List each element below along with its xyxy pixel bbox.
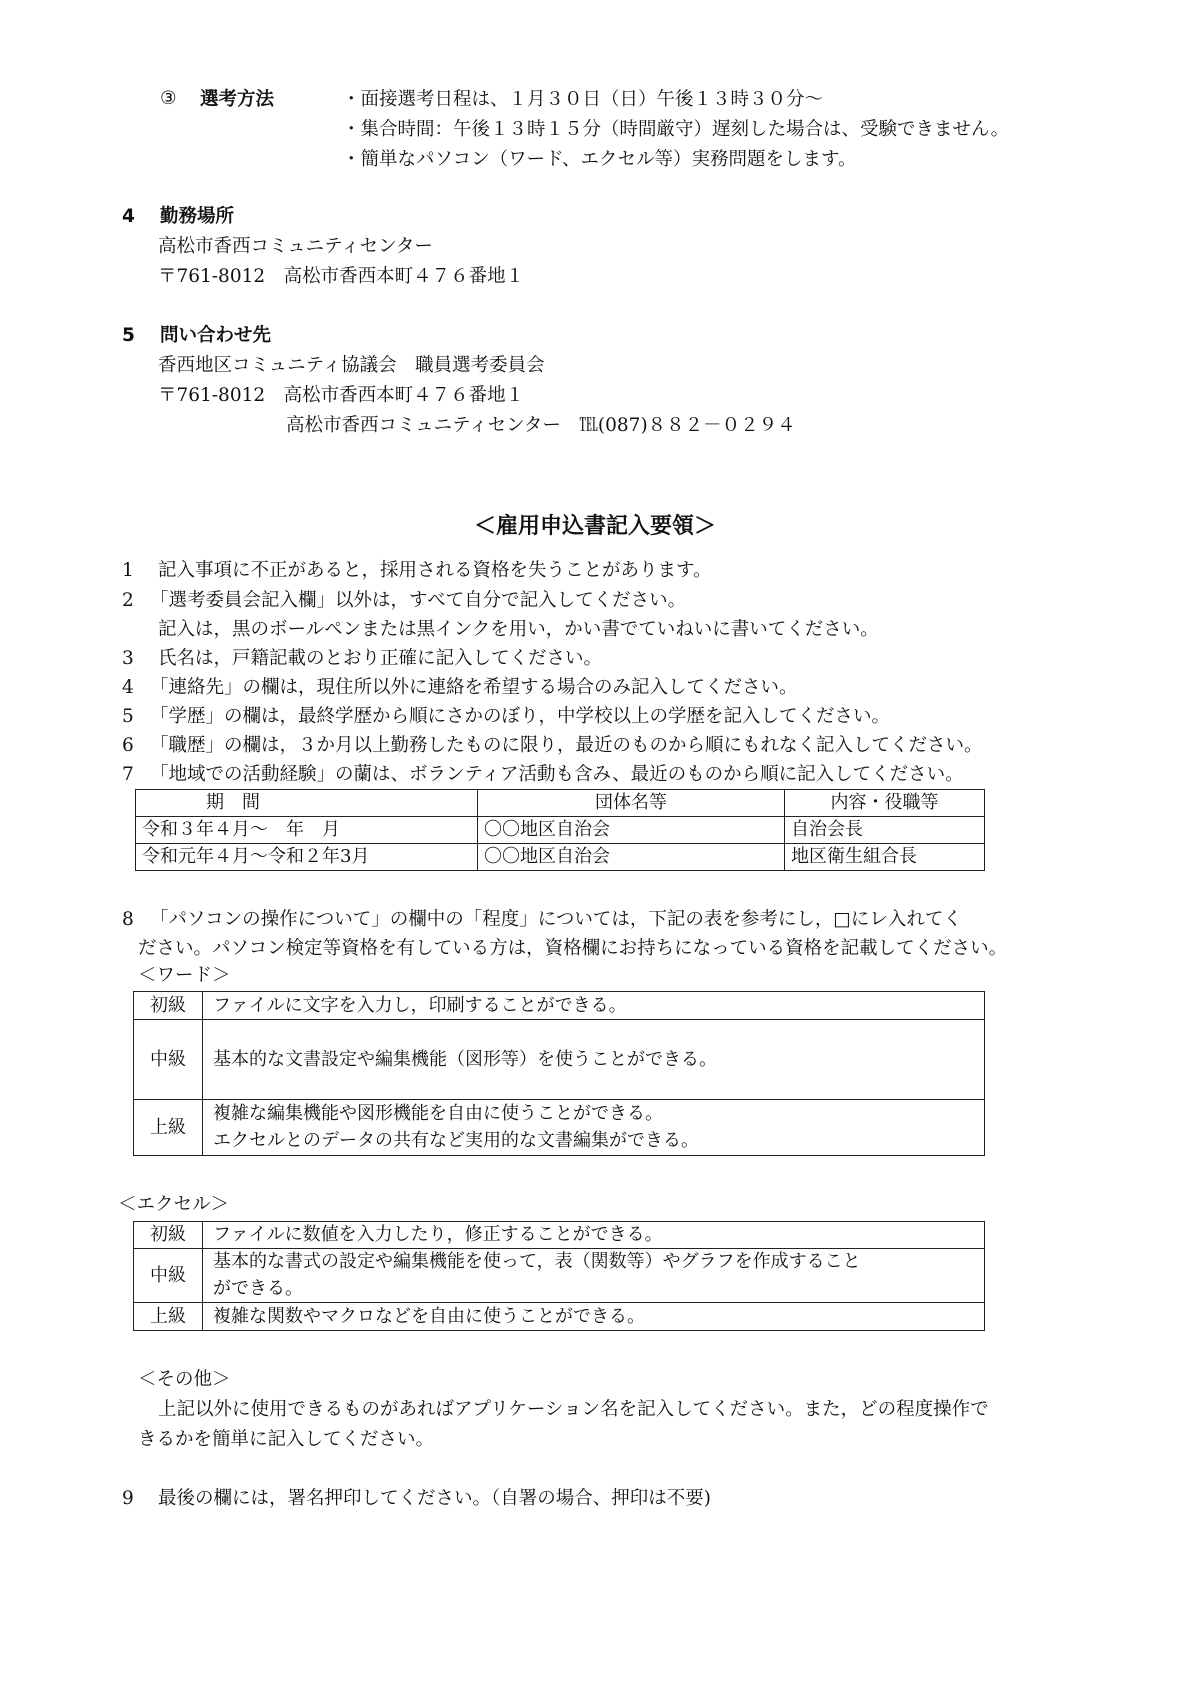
word-intermediate-desc: 基本的な文書設定や編集機能（図形等）を使うことができる。 (213, 1048, 717, 1070)
activity-org: 〇〇地区自治会 (478, 844, 785, 871)
guide-item-2-text: 「選考委員会記入欄」以外は，すべて自分で記入してください。 (150, 590, 687, 611)
guide-item-5-text: 「学歴」の欄は，最終学歴から順にさかのぼり，中学校以上の学歴を記入してください。 (150, 706, 891, 727)
word-advanced-desc-2: エクセルとのデータの共有など実用的な文書編集ができる。 (213, 1129, 699, 1151)
excel-basic-desc: ファイルに数値を入力したり，修正することができる。 (213, 1224, 663, 1245)
guide-item-7-num: 7 (122, 764, 134, 785)
table-row (136, 817, 985, 844)
contact-org: 香西地区コミュニティ協議会 職員選考委員会 (158, 355, 545, 376)
other-line-2: きるかを簡単に記入してください。 (138, 1429, 435, 1450)
guide-item-4-num: 4 (122, 677, 134, 698)
guide-item-3-num: 3 (122, 648, 134, 669)
excel-level-advanced: 上級 (134, 1303, 203, 1331)
table-row (134, 1249, 985, 1303)
guide-title: ＜雇用申込書記入要領＞ (474, 514, 717, 539)
activity-role: 自治会長 (785, 817, 985, 844)
guide-item-7-text: 「地域での活動経験」の蘭は、ボランティア活動も含み、最近のものから順に記入してください。 (150, 764, 964, 785)
guide-item-2b-text: 記入は，黒のボールペンまたは黒インクを用い，かい書でていねいに書いてください。 (158, 619, 879, 640)
activity-header-period: 期 間 (136, 790, 478, 817)
selection-label: 選考方法 (200, 89, 275, 110)
excel-level-basic: 初級 (134, 1222, 203, 1249)
selection-line-1: ・面接選考日程は、１月３０日（日）午後１３時３０分～ (342, 89, 824, 110)
other-heading: ＜その他＞ (138, 1369, 231, 1390)
item8-line-1: 「パソコンの操作について」の欄中の「程度」については，下記の表を参考にし，□にレ入れてく (150, 909, 962, 930)
excel-heading: ＜エクセル＞ (118, 1194, 230, 1215)
guide-item-3-text: 氏名は，戸籍記載のとおり正確に記入してください。 (158, 648, 603, 669)
selection-marker: ③ (160, 88, 177, 109)
excel-table (133, 1221, 985, 1331)
activity-role: 地区衛生組合長 (785, 844, 985, 871)
excel-advanced-desc: 複雑な関数やマクロなどを自由に使うことができる。 (213, 1305, 645, 1327)
contact-number: 5 (122, 325, 135, 346)
item9-text: 最後の欄には，署名押印してください。（自署の場合、押印は不要) (158, 1488, 711, 1509)
workplace-address: 〒761-8012 高松市香西本町４７６番地１ (158, 266, 525, 287)
word-level-advanced: 上級 (134, 1100, 203, 1156)
word-table (133, 991, 985, 1156)
guide-item-1-text: 記入事項に不正があると，採用される資格を失うことがあります。 (158, 560, 712, 581)
table-row (134, 992, 985, 1020)
activity-header-org: 団体名等 (478, 790, 785, 817)
selection-line-2: ・集合時間：午後１３時１５分（時間厳守）遅刻した場合は、受験できません。 (342, 119, 1010, 140)
activity-period: 令和元年４月～令和２年3月 (136, 844, 478, 871)
word-heading: ＜ワード＞ (138, 965, 231, 986)
word-advanced-desc-1: 複雑な編集機能や図形機能を自由に使うことができる。 (213, 1103, 663, 1125)
excel-level-intermediate: 中級 (134, 1249, 203, 1303)
guide-item-1-num: 1 (122, 560, 134, 581)
guide-item-5-num: 5 (122, 706, 134, 727)
activity-org: 〇〇地区自治会 (478, 817, 785, 844)
excel-intermediate-desc-2: ができる。 (213, 1277, 303, 1299)
workplace-heading: 勤務場所 (160, 206, 235, 227)
table-row (136, 844, 985, 871)
item9-num: 9 (122, 1488, 134, 1509)
table-row (134, 1303, 985, 1331)
workplace-name: 高松市香西コミュニティセンター (158, 236, 433, 257)
contact-center-tel: 高松市香西コミュニティセンター ℡(087)８８２－０２９４ (286, 415, 796, 436)
word-level-intermediate: 中級 (134, 1020, 203, 1100)
contact-heading: 問い合わせ先 (160, 325, 272, 346)
table-row (134, 1100, 985, 1156)
guide-item-6-text: 「職歴」の欄は，３か月以上勤務したものに限り，最近のものから順にもれなく記入してください。 (150, 735, 983, 756)
item8-num: 8 (122, 909, 134, 930)
guide-item-6-num: 6 (122, 735, 134, 756)
selection-line-3: ・簡単なパソコン（ワード、エクセル等）実務問題をします。 (342, 149, 857, 170)
activity-header-role: 内容・役職等 (785, 790, 985, 817)
word-basic-desc: ファイルに文字を入力し，印刷することができる。 (213, 994, 627, 1016)
table-row (134, 1222, 985, 1249)
excel-intermediate-desc-1: 基本的な書式の設定や編集機能を使って，表（関数等）やグラフを作成すること (213, 1251, 861, 1273)
guide-item-2-num: 2 (122, 590, 134, 611)
activity-period: 令和３年４月～ 年 月 (136, 817, 478, 844)
table-row (134, 1020, 985, 1100)
other-line-1: 上記以外に使用できるものがあればアプリケーション名を記入してください。また，どの程度操作で (158, 1399, 989, 1420)
guide-item-4-text: 「連絡先」の欄は，現住所以外に連絡を希望する場合のみ記入してください。 (150, 677, 798, 698)
activity-table (135, 789, 985, 871)
item8-line-2: ださい。パソコン検定等資格を有している方は，資格欄にお持ちになっている資格を記載してください。 (138, 938, 1008, 959)
contact-address: 〒761-8012 高松市香西本町４７６番地１ (158, 385, 525, 406)
word-level-basic: 初級 (134, 992, 203, 1020)
workplace-number: 4 (122, 206, 135, 227)
